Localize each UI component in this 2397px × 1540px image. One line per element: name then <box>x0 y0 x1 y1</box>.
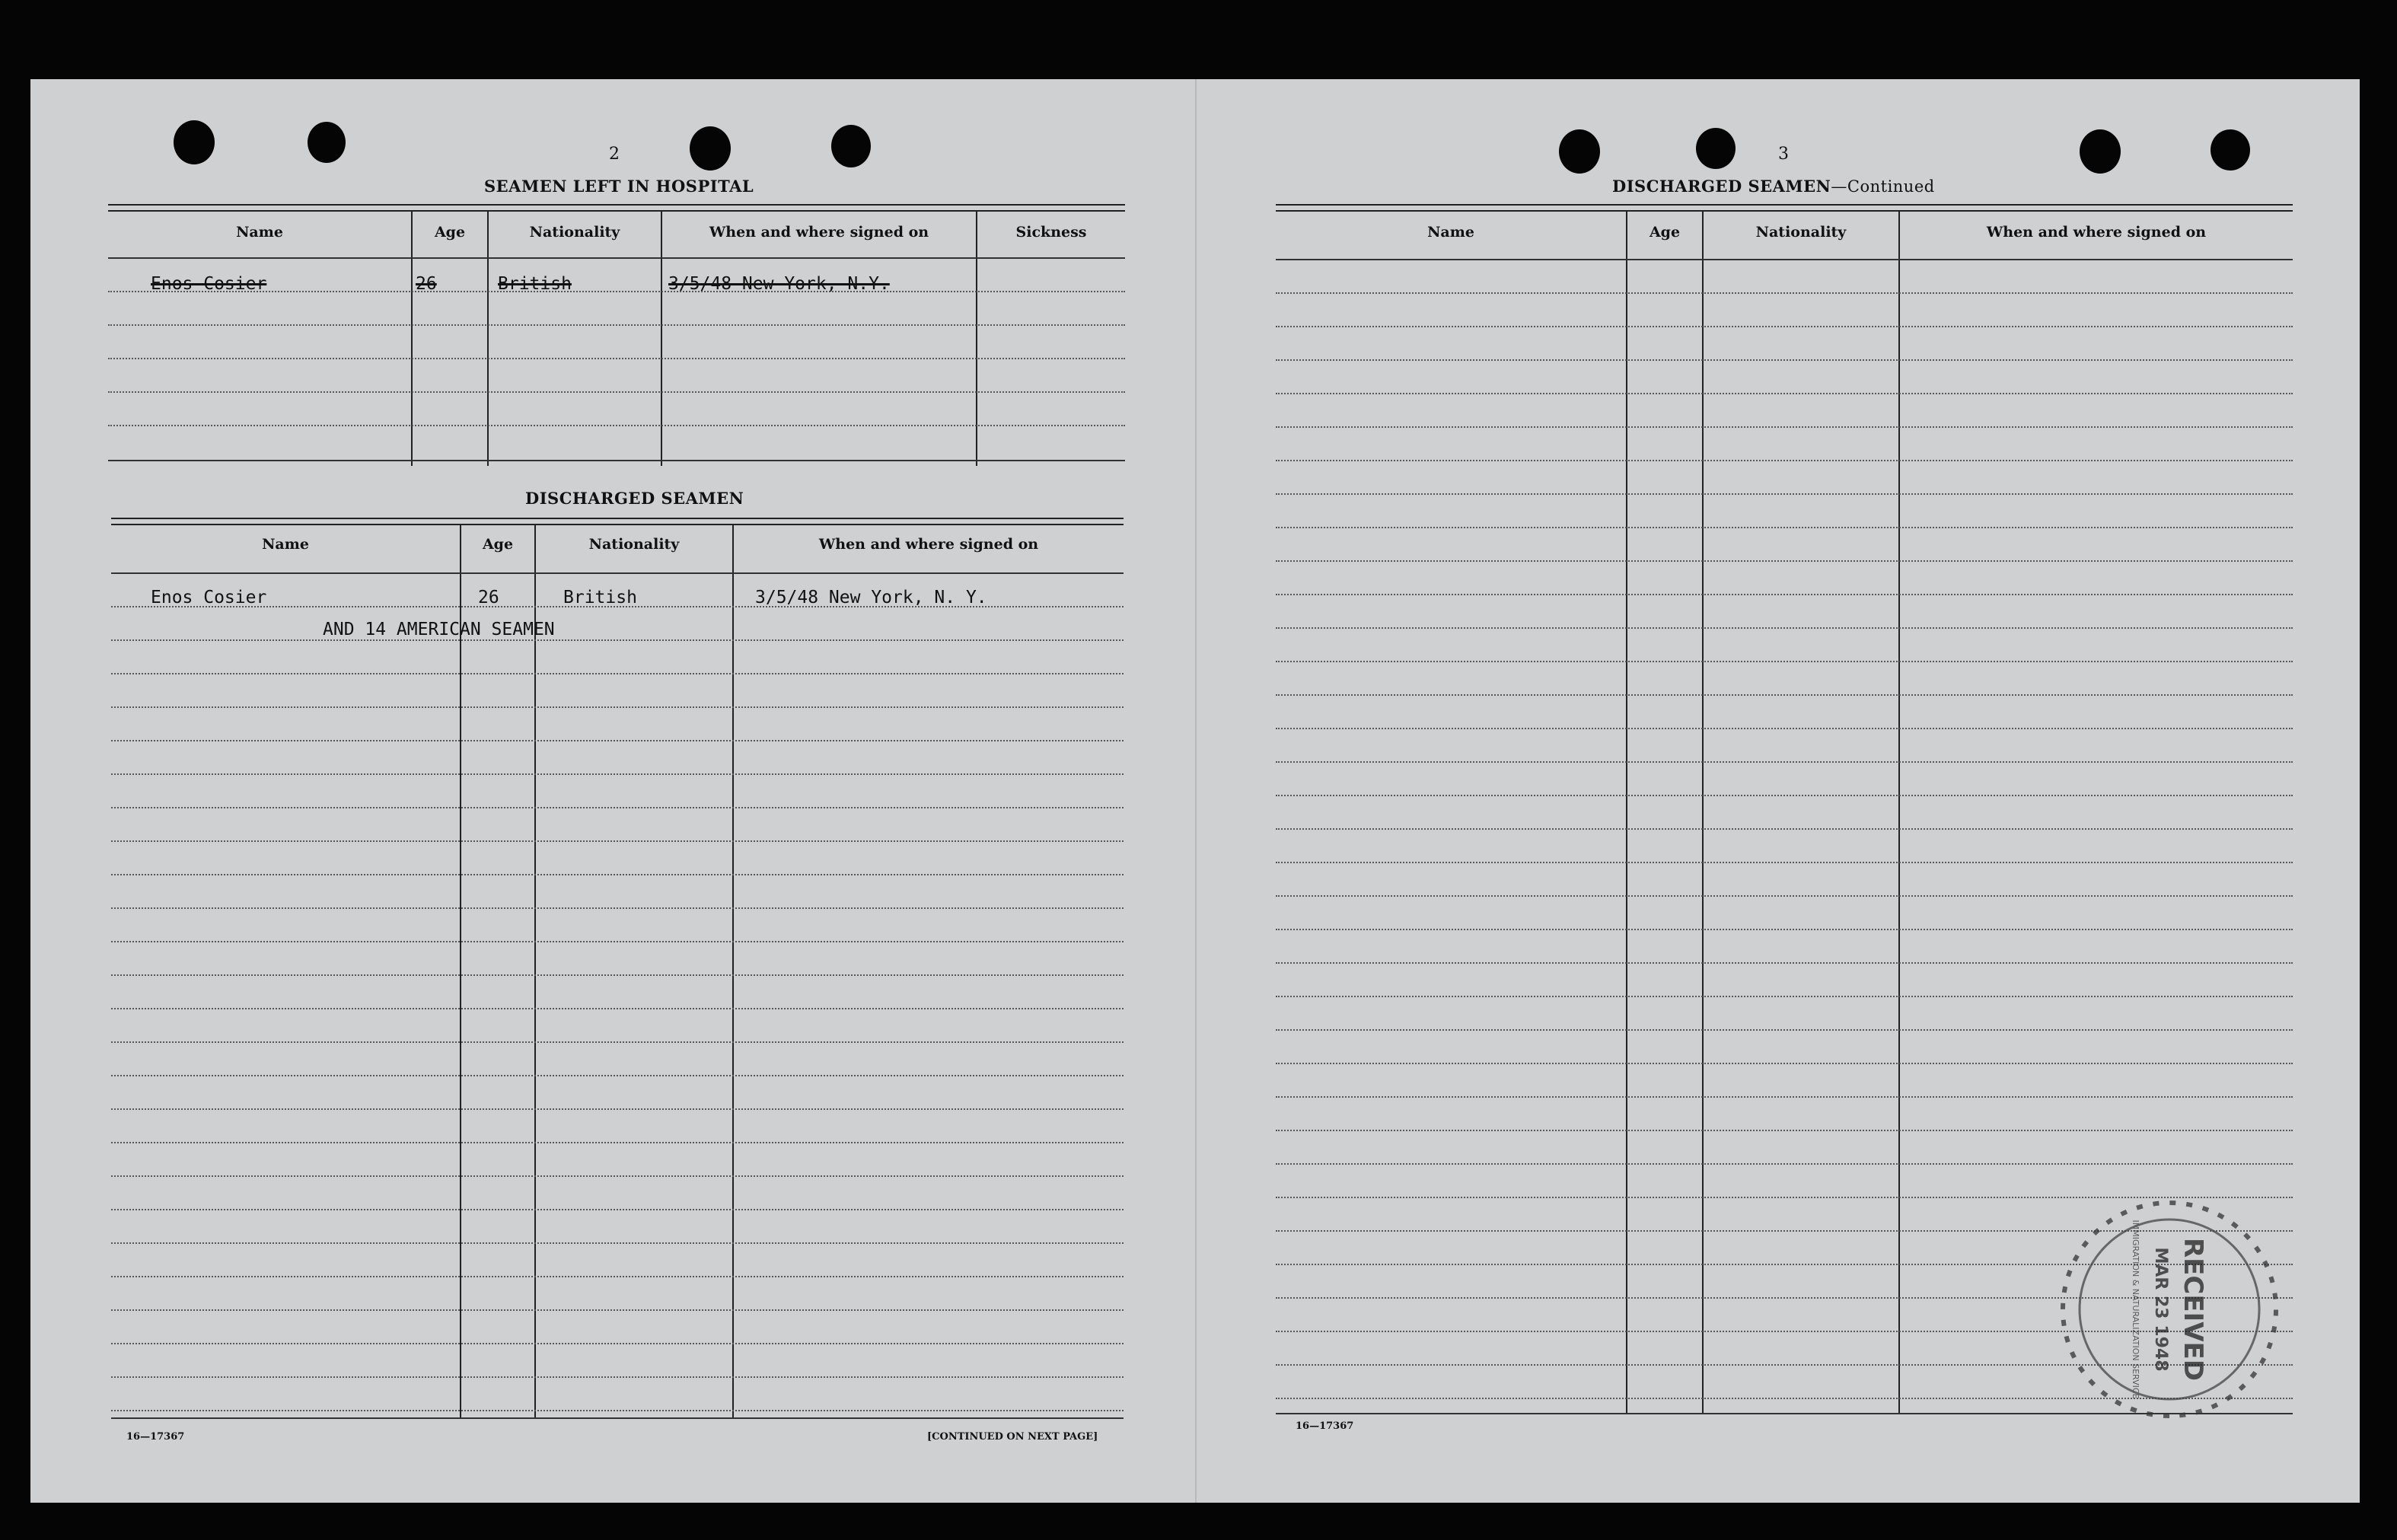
row-rule <box>1276 493 2293 495</box>
col-header-age: Age <box>434 224 466 241</box>
punch-hole <box>831 125 871 167</box>
hospital-row-nationality: British <box>498 274 572 294</box>
punch-hole <box>1696 128 1736 169</box>
hospital-row-name: Enos Cosier <box>151 274 267 294</box>
row-rule <box>111 1376 1124 1378</box>
hospital-table <box>108 204 1125 467</box>
col-header-signed-on: When and where signed on <box>709 224 929 241</box>
title-continued: —Continued <box>1831 177 1935 196</box>
discharged-row-name: Enos Cosier <box>151 588 267 607</box>
hospital-row-signed-on: 3/5/48 New York, N.Y. <box>668 274 890 294</box>
row-rule <box>1276 895 2293 897</box>
row-rule <box>1276 1096 2293 1098</box>
row-rule <box>111 673 1124 674</box>
header-rule <box>1276 259 2293 260</box>
row-rule <box>1276 795 2293 796</box>
column-divider <box>534 524 536 1419</box>
row-rule <box>111 1008 1124 1009</box>
row-rule <box>111 874 1124 875</box>
punch-hole <box>690 126 731 171</box>
row-rule <box>111 1175 1124 1177</box>
table-top-rule <box>111 518 1124 525</box>
column-divider <box>411 210 413 466</box>
column-divider <box>661 210 662 466</box>
discharged-row-nationality: British <box>563 588 637 607</box>
col-header-name: Name <box>236 224 283 241</box>
col-header-nationality: Nationality <box>1755 224 1847 241</box>
row-rule <box>108 425 1125 426</box>
column-divider <box>732 524 734 1419</box>
form-number: 16—17367 <box>1296 1420 1354 1432</box>
form-number: 16—17367 <box>126 1431 185 1443</box>
punch-hole <box>2080 129 2121 174</box>
column-divider <box>976 210 977 466</box>
table-top-rule <box>1276 204 2293 212</box>
page-number: 3 <box>1778 145 1789 164</box>
discharged-section-title: DISCHARGED SEAMEN <box>525 489 744 508</box>
row-rule <box>111 740 1124 741</box>
col-header-signed-on: When and where signed on <box>1986 224 2207 241</box>
punch-hole <box>1559 129 1600 174</box>
stamp-agency: IMMIGRATION & NATURALIZATION SERVICE <box>2131 1220 2140 1399</box>
table-top-rule <box>108 204 1125 212</box>
table-bottom-rule <box>111 1417 1124 1419</box>
row-rule <box>111 1075 1124 1076</box>
row-rule <box>111 1142 1124 1143</box>
row-rule <box>111 773 1124 775</box>
discharged-row-age: 26 <box>478 588 499 607</box>
row-rule <box>1276 527 2293 528</box>
col-header-nationality: Nationality <box>588 536 680 553</box>
row-rule <box>1276 393 2293 394</box>
american-seamen-note: AND 14 AMERICAN SEAMEN <box>323 620 555 639</box>
column-divider <box>1702 210 1704 1414</box>
col-header-name: Name <box>1427 224 1474 241</box>
col-header-age: Age <box>482 536 514 553</box>
row-rule <box>111 907 1124 909</box>
row-rule <box>111 807 1124 808</box>
row-rule <box>111 974 1124 976</box>
row-rule <box>1276 761 2293 763</box>
row-rule <box>111 840 1124 842</box>
punch-hole <box>2211 129 2250 171</box>
row-rule <box>1276 326 2293 327</box>
row-rule <box>111 639 1124 641</box>
continued-note: [CONTINUED ON NEXT PAGE] <box>927 1431 1098 1443</box>
row-rule <box>1276 359 2293 361</box>
row-rule <box>1276 862 2293 863</box>
stamp-date: MAR 23 1948 <box>2151 1247 2170 1372</box>
col-header-name: Name <box>262 536 309 553</box>
row-rule <box>1276 1063 2293 1064</box>
row-rule <box>1276 996 2293 997</box>
punch-hole <box>174 120 215 164</box>
column-divider <box>1898 210 1900 1414</box>
row-rule <box>1276 460 2293 461</box>
table-bottom-rule <box>108 460 1125 461</box>
received-stamp <box>2048 1195 2291 1424</box>
column-divider <box>460 524 461 1419</box>
row-rule <box>108 391 1125 393</box>
row-rule <box>1276 694 2293 696</box>
header-rule <box>108 257 1125 259</box>
row-rule <box>1276 560 2293 562</box>
col-header-signed-on: When and where signed on <box>818 536 1039 553</box>
row-rule <box>111 1108 1124 1110</box>
row-rule <box>108 358 1125 359</box>
row-rule <box>111 1309 1124 1311</box>
row-rule <box>1276 426 2293 428</box>
row-rule <box>1276 292 2293 294</box>
page-fold <box>1195 79 1197 1503</box>
row-rule <box>111 1343 1124 1344</box>
row-rule <box>111 941 1124 942</box>
row-rule <box>1276 1163 2293 1165</box>
row-rule <box>111 706 1124 708</box>
column-divider <box>1626 210 1627 1414</box>
row-rule <box>111 1041 1124 1043</box>
page-number: 2 <box>609 145 620 164</box>
hospital-section-title: SEAMEN LEFT IN HOSPITAL <box>484 177 754 196</box>
header-rule <box>111 572 1124 574</box>
discharged-row-signed-on: 3/5/48 New York, N. Y. <box>755 588 987 607</box>
row-rule <box>108 324 1125 326</box>
col-header-age: Age <box>1649 224 1681 241</box>
row-rule <box>1276 962 2293 964</box>
row-rule <box>111 1242 1124 1244</box>
row-rule <box>111 1276 1124 1277</box>
col-header-sickness: Sickness <box>1015 224 1087 241</box>
stamp-received-text: RECEIVED <box>2178 1238 2208 1381</box>
column-divider <box>487 210 489 466</box>
row-rule <box>1276 828 2293 830</box>
row-rule <box>1276 1029 2293 1031</box>
row-rule <box>1276 661 2293 662</box>
col-header-nationality: Nationality <box>529 224 620 241</box>
row-rule <box>1276 728 2293 729</box>
row-rule <box>1276 627 2293 629</box>
row-rule <box>1276 929 2293 930</box>
row-rule <box>111 1209 1124 1210</box>
hospital-row-age: 26 <box>416 274 437 294</box>
punch-hole <box>308 122 346 163</box>
title-main: DISCHARGED SEAMEN <box>1612 177 1831 196</box>
row-rule <box>1276 594 2293 595</box>
row-rule <box>1276 1130 2293 1131</box>
discharged-table <box>111 518 1124 1420</box>
discharged-continued-title <box>1612 177 1935 196</box>
row-rule <box>111 1410 1124 1411</box>
